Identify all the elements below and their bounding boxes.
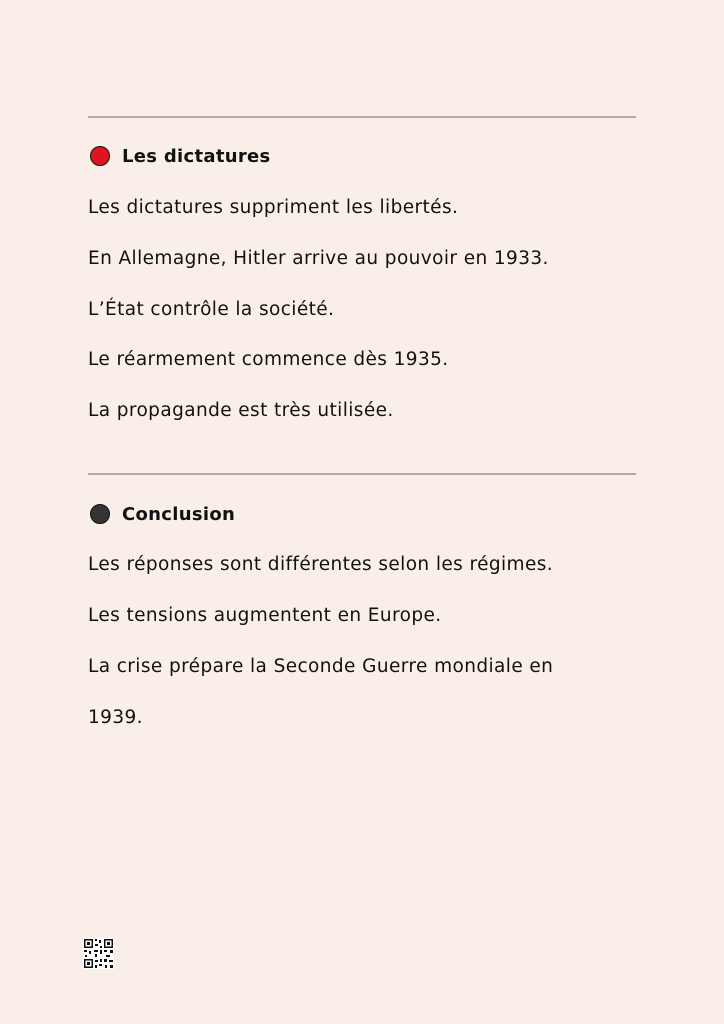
section-title: Les dictatures (122, 145, 271, 167)
body-line: En Allemagne, Hitler arrive au pouvoir en 1933. (88, 248, 549, 269)
section-header-conclusion (88, 501, 235, 527)
body-line: Le réarmement commence dès 1935. (88, 349, 449, 370)
body-line: 1939. (88, 707, 143, 728)
body-line: Les dictatures suppriment les libertés. (88, 197, 459, 218)
body-line: Les tensions augmentent en Europe. (88, 605, 442, 626)
body-line: Les réponses sont différentes selon les régimes. (88, 554, 554, 575)
dark-dot-icon (90, 504, 110, 524)
body-line: La crise prépare la Seconde Guerre mondiale en (88, 656, 554, 677)
body-line: L’État contrôle la société. (88, 299, 335, 320)
red-dot-icon (90, 146, 110, 166)
section-divider (88, 116, 636, 118)
qr-code-icon (83, 938, 114, 969)
section-divider (88, 473, 636, 475)
section-header-dictatures (88, 143, 271, 169)
body-line: La propagande est très utilisée. (88, 400, 394, 421)
section-title: Conclusion (122, 503, 236, 525)
